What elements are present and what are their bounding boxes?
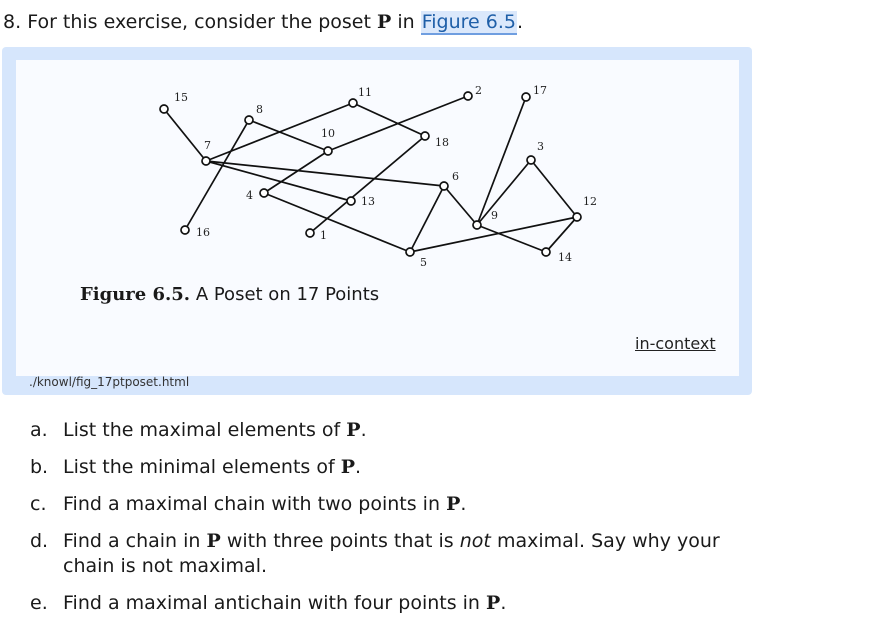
item-text-end: .	[360, 419, 367, 441]
item-text: List the minimal elements of	[63, 456, 335, 478]
caption-label: Figure 6.5.	[80, 284, 191, 305]
exercise-item-c	[30, 492, 730, 517]
poset-point-8	[245, 116, 253, 124]
knowl-content	[16, 60, 739, 376]
point-label-16: 16	[196, 226, 210, 239]
item-text-end: maximal. Say why your chain is not maximal.	[63, 530, 720, 577]
item-emphasis: not	[459, 530, 491, 552]
item-label: c.	[30, 493, 47, 515]
cover-edge-8-16	[185, 120, 249, 230]
item-text-end: .	[355, 456, 362, 478]
poset-point-11	[349, 99, 357, 107]
poset-symbol: P	[206, 530, 221, 552]
exercise-heading	[3, 8, 523, 36]
item-text: Find a maximal antichain with four points in	[63, 592, 480, 614]
poset-point-5	[406, 248, 414, 256]
exercise-list	[30, 418, 730, 628]
item-text: List the maximal elements of	[63, 419, 341, 441]
poset-symbol: P	[340, 456, 355, 478]
poset-point-7	[202, 157, 210, 165]
point-label-3: 3	[537, 140, 544, 153]
exercise-item-a	[30, 418, 730, 443]
figure-caption	[80, 284, 379, 305]
exercise-item-b	[30, 455, 730, 480]
item-text: Find a maximal chain with two points in	[63, 493, 441, 515]
poset-point-2	[464, 92, 472, 100]
point-label-2: 2	[475, 84, 482, 97]
point-label-10: 10	[321, 127, 335, 140]
poset-point-13	[347, 197, 355, 205]
point-label-12: 12	[583, 195, 597, 208]
point-label-14: 14	[558, 251, 572, 264]
poset-point-9	[473, 221, 481, 229]
exercise-number: 8.	[3, 11, 22, 33]
poset-symbol: P	[377, 11, 392, 33]
poset-point-4	[260, 189, 268, 197]
cover-edge-7-13	[206, 161, 351, 201]
point-label-11: 11	[358, 86, 372, 99]
point-label-6: 6	[452, 170, 459, 183]
item-label: d.	[30, 530, 49, 552]
caption-text: A Poset on 17 Points	[195, 284, 380, 305]
poset-point-16	[181, 226, 189, 234]
cover-edge-11-18	[353, 103, 425, 136]
exercise-item-e	[30, 591, 730, 616]
point-label-8: 8	[256, 103, 263, 116]
point-label-5: 5	[420, 256, 427, 269]
cover-edge-7-6	[206, 161, 444, 186]
poset-point-6	[440, 182, 448, 190]
item-text-end: .	[460, 493, 467, 515]
poset-point-15	[160, 105, 168, 113]
heading-text-in: in	[397, 11, 415, 33]
item-label: e.	[30, 592, 48, 614]
cover-edge-14-9	[477, 225, 546, 252]
point-label-9: 9	[491, 209, 498, 222]
item-label: a.	[30, 419, 48, 441]
poset-point-12	[573, 213, 581, 221]
poset-symbol: P	[486, 592, 501, 614]
knowl-path: ./knowl/fig_17ptposet.html	[29, 375, 190, 389]
cover-edge-6-9	[444, 186, 477, 225]
poset-point-17	[522, 93, 530, 101]
point-label-13: 13	[361, 195, 375, 208]
point-label-1: 1	[320, 229, 327, 242]
poset-diagram	[16, 60, 739, 280]
item-text-end: .	[500, 592, 507, 614]
cover-edge-3-12	[531, 160, 577, 217]
point-label-17: 17	[533, 84, 547, 97]
heading-text: For this exercise, consider the poset	[27, 11, 371, 33]
point-label-7: 7	[204, 139, 211, 152]
knowl-panel	[2, 47, 752, 395]
point-label-15: 15	[174, 91, 188, 104]
item-label: b.	[30, 456, 49, 478]
cover-edge-4-5	[264, 193, 410, 252]
item-text-middle: with three points that is	[226, 530, 454, 552]
point-label-18: 18	[435, 136, 449, 149]
poset-point-10	[324, 147, 332, 155]
poset-point-18	[421, 132, 429, 140]
cover-edge-9-3	[477, 160, 531, 225]
poset-point-1	[306, 229, 314, 237]
cover-edge-5-6	[410, 186, 444, 252]
item-text: Find a chain in	[63, 530, 201, 552]
poset-symbol: P	[346, 419, 361, 441]
cover-edge-9-17	[477, 97, 526, 225]
poset-point-14	[542, 248, 550, 256]
poset-point-3	[527, 156, 535, 164]
in-context-link[interactable]: in-context	[635, 334, 716, 353]
figure-link[interactable]: Figure 6.5	[421, 11, 516, 33]
poset-symbol: P	[446, 493, 461, 515]
cover-edge-8-10	[249, 120, 328, 151]
cover-edge-5-12	[410, 217, 577, 252]
heading-period: .	[517, 11, 524, 33]
cover-edge-15-7	[164, 109, 206, 161]
point-label-4: 4	[246, 189, 253, 202]
exercise-item-d	[30, 529, 730, 579]
